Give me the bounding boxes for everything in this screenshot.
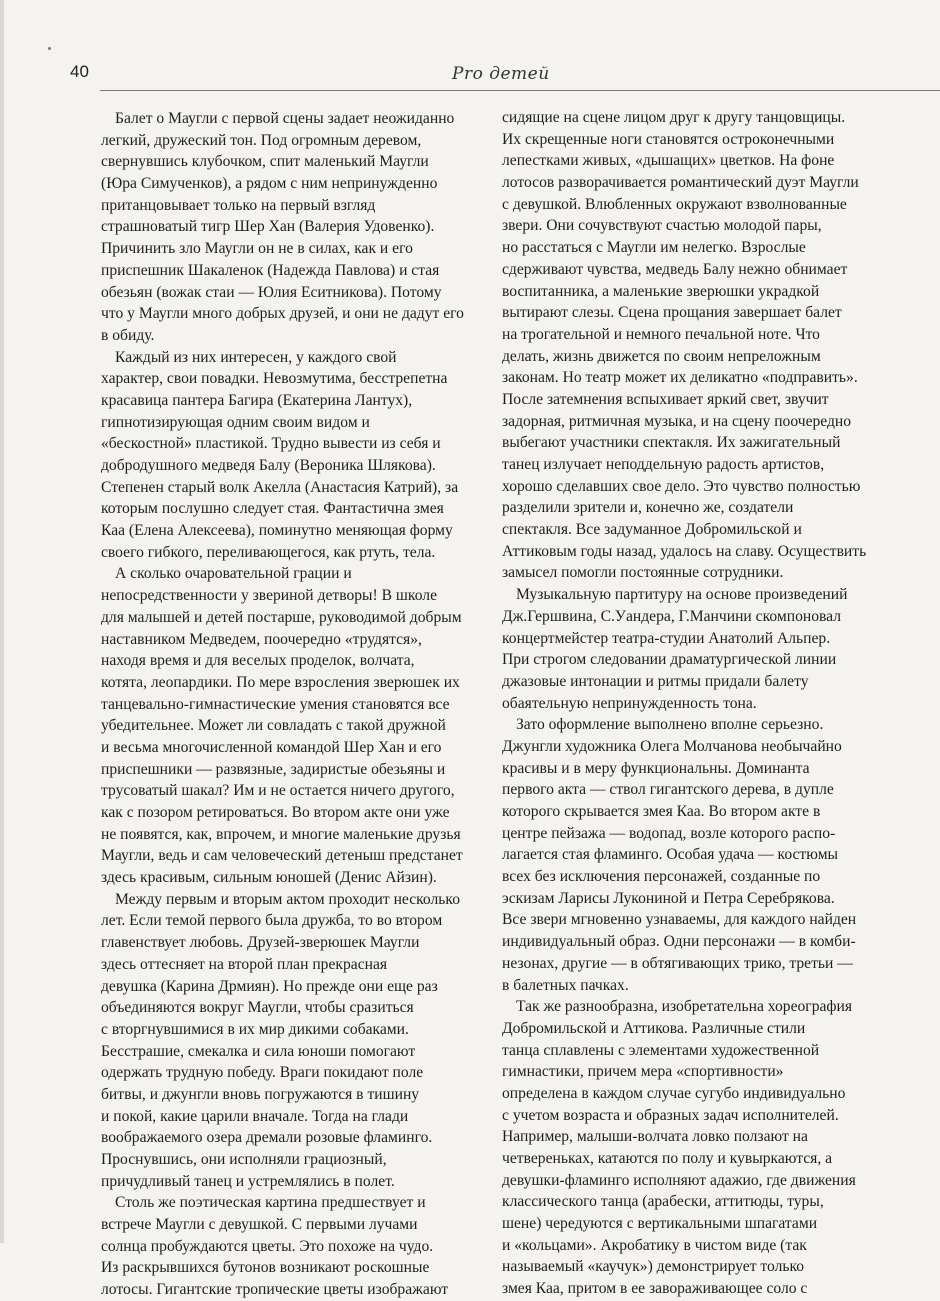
- text-line: вытирают слезы. Сцена прощания завершает балет: [502, 304, 842, 322]
- text-line: сидящие на сцене лицом друг к другу танцовщицы.: [502, 109, 846, 126]
- text-line: которым послушно следует стая. Фантастична змея: [101, 500, 444, 518]
- text-line: наставником Медведем, поочередно «трудятся»,: [101, 630, 422, 648]
- text-line: воображаемого озера дремали розовые фламинго.: [101, 1129, 433, 1147]
- text-line: Все звери мгновенно узнаваемы, для каждого найден: [502, 911, 857, 929]
- text-line: сдерживают чувства, медведь Балу нежно обнимает: [502, 260, 848, 278]
- page-edge: [0, 0, 4, 1243]
- text-line: для малышей и детей постарше, руководимой добрым: [101, 608, 462, 626]
- text-line: Дж.Гершвина, С.Уандера, Г.Манчини скомпоновал: [502, 607, 842, 625]
- text-line: встрече Маугли с девушкой. С первыми лучами: [101, 1216, 418, 1234]
- text-line: и весьма многочисленной командой Шер Хан и его: [101, 738, 442, 756]
- text-line: шене) чередуются с вертикальными шпагатами: [502, 1215, 818, 1233]
- text-line: змея Каа, притом в ее завораживающее соло с: [502, 1280, 808, 1298]
- text-line: Из раскрывшихся бутонов возникают роскошные: [101, 1259, 430, 1277]
- text-line: делать, жизнь движется по своим непреложным: [502, 347, 821, 365]
- text-line: с девушкой. Влюбленных окружают взволнованные: [502, 195, 847, 213]
- text-line: Их скрещенные ноги становятся остроконечными: [502, 130, 835, 148]
- text-line: четвереньках, катаются по полу и кувыркаются, а: [502, 1150, 833, 1167]
- text-line: Зато оформление выполнено вполне серьезно.: [516, 716, 824, 734]
- text-line: незонах, другие — в обтягивающих трико, третьи —: [502, 954, 853, 972]
- text-line: После затемнения вспыхивает яркий свет, звучит: [502, 390, 829, 408]
- text-line: убедительнее. Может ли совладать с такой дружной: [101, 717, 446, 735]
- left-text-column: [101, 108, 493, 1301]
- text-line: девушка (Карина Дрмиян). Но прежде они еще раз: [101, 977, 438, 995]
- text-line: танец излучает неподдельную радость артистов,: [502, 456, 825, 473]
- text-line: не появятся, как, впрочем, и многие маленькие друзья: [101, 825, 461, 843]
- text-line: Степенен старый волк Акелла (Анастасия Катрий), за: [101, 478, 459, 496]
- text-line: джазовые интонации и ритмы придали балету: [502, 672, 809, 690]
- text-line: красивы и в меру функциональны. Доминанта: [502, 759, 810, 777]
- text-line: здесь красивым, сильным юношей (Денис Айзин).: [101, 869, 437, 887]
- text-line: трусоватый шакал? Им и не остается ничего другого,: [101, 782, 455, 800]
- text-line: задорная, ритмичная музыка, и на сцену поочередно: [502, 412, 852, 430]
- text-line: гипнотизирующая одним своим видом и: [101, 413, 370, 431]
- text-line: эскизам Ларисы Лукониной и Петра Серебрякова.: [502, 889, 835, 907]
- text-line: с вторгнувшимися в их мир дикими собаками.: [101, 1020, 409, 1038]
- text-line: как с позором ретироваться. Во втором акте они уже: [101, 804, 450, 821]
- right-text-column: [502, 107, 894, 1300]
- text-line: называемый «каучук») демонстрирует только: [502, 1258, 805, 1276]
- text-line: Проснувшись, они исполняли грациозный,: [101, 1151, 387, 1168]
- text-line: характер, свои повадки. Невозмутима, бесстрепетна: [101, 370, 448, 388]
- text-line: Балет о Маугли с первой сцены задает неожиданно: [115, 110, 455, 127]
- text-line: объединяются вокруг Маугли, чтобы сразиться: [101, 999, 414, 1017]
- text-line: которого скрывается змея Каа. Во втором акте в: [502, 803, 821, 820]
- text-line: котята, леопардики. По мере взросления зверюшек их: [101, 673, 460, 691]
- page-number: 40: [70, 62, 89, 81]
- text-line: Музыкальную партитуру на основе произведений: [516, 586, 848, 604]
- text-line: легкий, дружеский тон. Под огромным деревом,: [101, 131, 422, 149]
- text-line: концертмейстер театра-студии Анатолий Альпер.: [502, 629, 831, 647]
- text-line: Так же разнообразна, изобретательна хореография: [516, 998, 853, 1016]
- text-line: центре пейзажа — водопад, возле которого распо-: [502, 824, 836, 842]
- text-line: танца сплавлены с элементами художественной: [502, 1041, 820, 1059]
- text-line: обезьян (вожак стаи — Юлия Еситникова). Потому: [101, 283, 442, 301]
- text-line: здесь оттесняет на второй план прекрасная: [101, 955, 388, 973]
- text-line: Джунгли художника Олега Молчанова необычайно: [502, 737, 842, 755]
- text-line: Каждый из них интересен, у каждого свой: [115, 348, 397, 366]
- text-line: приспешники — развязные, задиристые обезьяны и: [101, 760, 446, 778]
- text-line: (Юра Симученков), а рядом с ним непринужденно: [101, 175, 438, 193]
- text-line: спектакля. Все задуманное Добромильской и: [502, 521, 802, 539]
- text-line: всех без исключения персонажей, созданные по: [502, 868, 821, 886]
- text-line: находя время и для веселых проделок, волчата,: [101, 652, 415, 670]
- text-line: непосредственности у звериной детворы! В школе: [101, 587, 437, 605]
- text-line: лотосов разворачивается романтический дуэт Маугли: [502, 174, 859, 192]
- text-line: разделили зрители и, конечно же, создатели: [502, 499, 794, 517]
- text-line: в обиду.: [101, 326, 155, 344]
- text-line: битвы, и джунгли вновь погружаются в тишину: [101, 1085, 420, 1103]
- text-line: выбегают участники спектакля. Их зажигательный: [502, 434, 841, 452]
- margin-dot: [48, 47, 51, 50]
- text-line: звери. Они сочувствуют счастью молодой пары,: [502, 217, 822, 235]
- text-line: солнца пробуждаются цветы. Это похоже на чудо.: [101, 1237, 434, 1255]
- text-line: Маугли, ведь и сам человеческий детеныш предстанет: [101, 847, 463, 865]
- text-line: Столь же поэтическая картина предшествует и: [115, 1194, 426, 1212]
- text-line: страшноватый тигр Шер Хан (Валерия Удовенко).: [101, 218, 435, 236]
- text-line: танцевально-гимнастические умения становятся все: [101, 695, 450, 713]
- text-line: в балетных пачках.: [502, 976, 629, 994]
- text-line: с учетом возраста и образных задач исполнителей.: [502, 1106, 839, 1124]
- text-line: При строгом следовании драматургической линии: [502, 651, 837, 669]
- text-line: что у Маугли много добрых друзей, и они не дадут его: [101, 305, 464, 323]
- text-line: своего гибкого, переливающегося, как ртуть, тела.: [101, 543, 436, 561]
- text-line: первого акта — ствол гигантского дерева, в дупле: [502, 781, 834, 799]
- text-line: пританцовывает только на первый взгляд: [101, 196, 376, 214]
- text-line: Причинить зло Маугли он не в силах, как и его: [101, 240, 413, 258]
- header-rule: [100, 90, 940, 91]
- text-line: «бескостной» пластикой. Трудно вывести из себя и: [101, 435, 441, 453]
- text-line: но расстаться с Маугли им нелегко. Взрослые: [502, 239, 806, 257]
- text-line: причудливый танец и устремлялись в полет.: [101, 1172, 395, 1190]
- text-line: Между первым и вторым актом проходит несколько: [115, 890, 461, 908]
- text-line: замысел помогли постоянные сотрудники.: [502, 564, 784, 582]
- text-line: девушки-фламинго исполняют адажио, где движения: [502, 1171, 856, 1189]
- text-line: обаятельную непринужденность тона.: [502, 694, 757, 712]
- text-line: Аттиковым годы назад, удалось на славу. Осуществить: [502, 542, 867, 560]
- text-line: лепестками живых, «дышащих» цветков. На фоне: [502, 152, 835, 170]
- text-line: и «кольцами». Акробатику в чистом виде (так: [502, 1236, 807, 1254]
- text-line: законам. Но театр может их деликатно «подправить».: [502, 369, 858, 387]
- text-line: гимнастики, причем мера «спортивности»: [502, 1063, 784, 1081]
- text-line: красавица пантера Багира (Екатерина Лантух),: [101, 391, 413, 409]
- text-line: одержать трудную победу. Враги покидают поле: [101, 1064, 424, 1082]
- text-line: свернувшись клубочком, спит маленький Маугли: [101, 153, 429, 171]
- text-line: определена в каждом случае сугубо индивидуально: [502, 1084, 846, 1102]
- text-line: приспешник Шакаленок (Надежда Павлова) и стая: [101, 261, 440, 279]
- text-line: добродушного медведя Балу (Вероника Шлякова).: [101, 457, 436, 474]
- text-line: Добромильской и Аттикова. Различные стили: [502, 1019, 806, 1037]
- text-line: индивидуальный образ. Одни персонажи — в комби-: [502, 933, 856, 951]
- text-line: классического танца (арабески, аттитюды, туры,: [502, 1193, 824, 1211]
- running-title: Pro детей: [452, 64, 550, 84]
- text-line: Каа (Елена Алексеева), поминутно меняющая форму: [101, 522, 453, 540]
- text-line: хорошо сделавших свое дело. Это чувство полностью: [502, 477, 861, 495]
- text-line: лотосы. Гигантские тропические цветы изображают: [101, 1281, 449, 1299]
- text-line: лагается стая фламинго. Особая удача — костюмы: [502, 846, 839, 864]
- text-line: лет. Если темой первого была дружба, то во втором: [101, 912, 443, 930]
- text-line: на трогательной и немного печальной ноте. Что: [502, 325, 820, 343]
- text-line: воспитанника, а маленькие зверюшки украдкой: [502, 282, 820, 300]
- text-line: А сколько очаровательной грации и: [115, 565, 352, 583]
- text-line: Например, малыши-волчата ловко ползают на: [502, 1128, 808, 1146]
- text-line: Бесстрашие, смекалка и сила юноши помогают: [101, 1042, 416, 1060]
- text-line: главенствует любовь. Друзей-зверюшек Маугли: [101, 934, 420, 952]
- text-line: и покой, какие царили вначале. Тогда на глади: [101, 1107, 409, 1125]
